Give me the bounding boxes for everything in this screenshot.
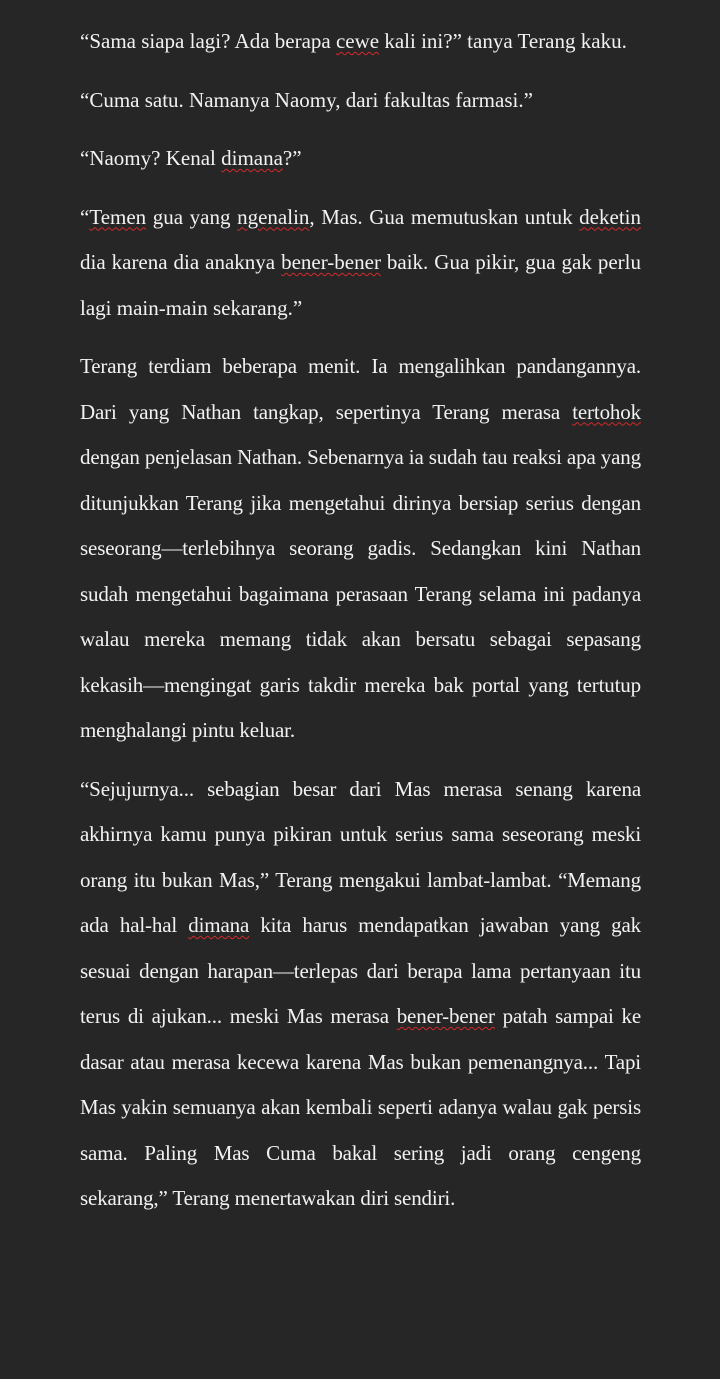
text-segment: Terang terdiam beberapa menit. Ia mengalihkan pandangannya. Dari yang Nathan tangkap, sepertinya Terang merasa: [80, 354, 641, 424]
spelling-flagged-word[interactable]: tertohok: [572, 399, 641, 424]
spelling-flagged-word[interactable]: bener-bener: [396, 1004, 495, 1028]
paragraph-3: [80, 136, 641, 182]
spelling-flagged-word[interactable]: deketin: [579, 204, 641, 229]
text-segment: kali ini?” tanya Terang kaku.: [379, 29, 627, 53]
spelling-flagged-word[interactable]: ngenalin: [237, 204, 310, 229]
text-segment: baik. Gua pikir, gua gak perlu lagi main-main sekarang.”: [80, 250, 641, 320]
spelling-flagged-word[interactable]: bener-bener: [281, 250, 381, 274]
text-segment: “Sama siapa lagi? Ada berapa: [80, 29, 336, 53]
text-segment: dia karena dia anaknya: [80, 250, 282, 274]
paragraph-1: [80, 19, 641, 65]
document-page: [80, 19, 641, 1235]
text-segment: ?”: [282, 146, 302, 170]
paragraph-4: [80, 195, 641, 332]
text-segment: “Cuma satu. Namanya Naomy, dari fakultas farmasi.”: [80, 87, 533, 112]
text-segment: “Sejujurnya... sebagian besar dari Mas merasa senang karena akhirnya kamu punya pikiran untuk serius sama seseorang meski orang itu bukan Mas,” Terang mengakui lambat-lambat. “Memang ada hal-hal: [80, 776, 641, 937]
text-segment: patah sampai ke dasar atau merasa kecewa karena Mas bukan pemenangnya... Tapi Mas yakin semuanya akan kembali seperti adanya walau gak persis sama. Paling Mas Cuma bakal sering jadi orang cengeng sekarang,” Terang menertawakan diri sendiri.: [80, 1004, 641, 1210]
paragraph-6: [80, 767, 641, 1222]
spelling-flagged-word[interactable]: cewe: [335, 29, 380, 53]
spelling-flagged-word[interactable]: dimana: [221, 146, 283, 170]
spelling-flagged-word[interactable]: dimana: [188, 913, 250, 937]
paragraph-5: [80, 344, 641, 754]
text-segment: , Mas. Gua memutuskan untuk: [309, 204, 580, 229]
text-segment: “: [80, 204, 90, 229]
spelling-flagged-word[interactable]: Temen: [89, 204, 147, 229]
paragraph-2: [80, 78, 641, 124]
text-segment: gua yang: [146, 204, 238, 229]
text-segment: dengan penjelasan Nathan. Sebenarnya ia sudah tau reaksi apa yang ditunjukkan Terang jika mengetahui dirinya bersiap serius dengan seseorang—terlebihnya seorang gadis. Sedangkan kini Nathan sudah mengetahui bagaimana perasaan Terang selama ini padanya walau mereka memang tidak akan bersatu sebagai sepasang kekasih—mengingat garis takdir mereka bak portal yang tertutup menghalangi pintu keluar.: [80, 445, 641, 742]
text-segment: “Naomy? Kenal: [80, 146, 222, 170]
text-segment: kita harus mendapatkan jawaban yang gak sesuai dengan harapan—terlepas dari berapa lama pertanyaan itu terus di ajukan... meski Mas merasa: [80, 913, 641, 1028]
